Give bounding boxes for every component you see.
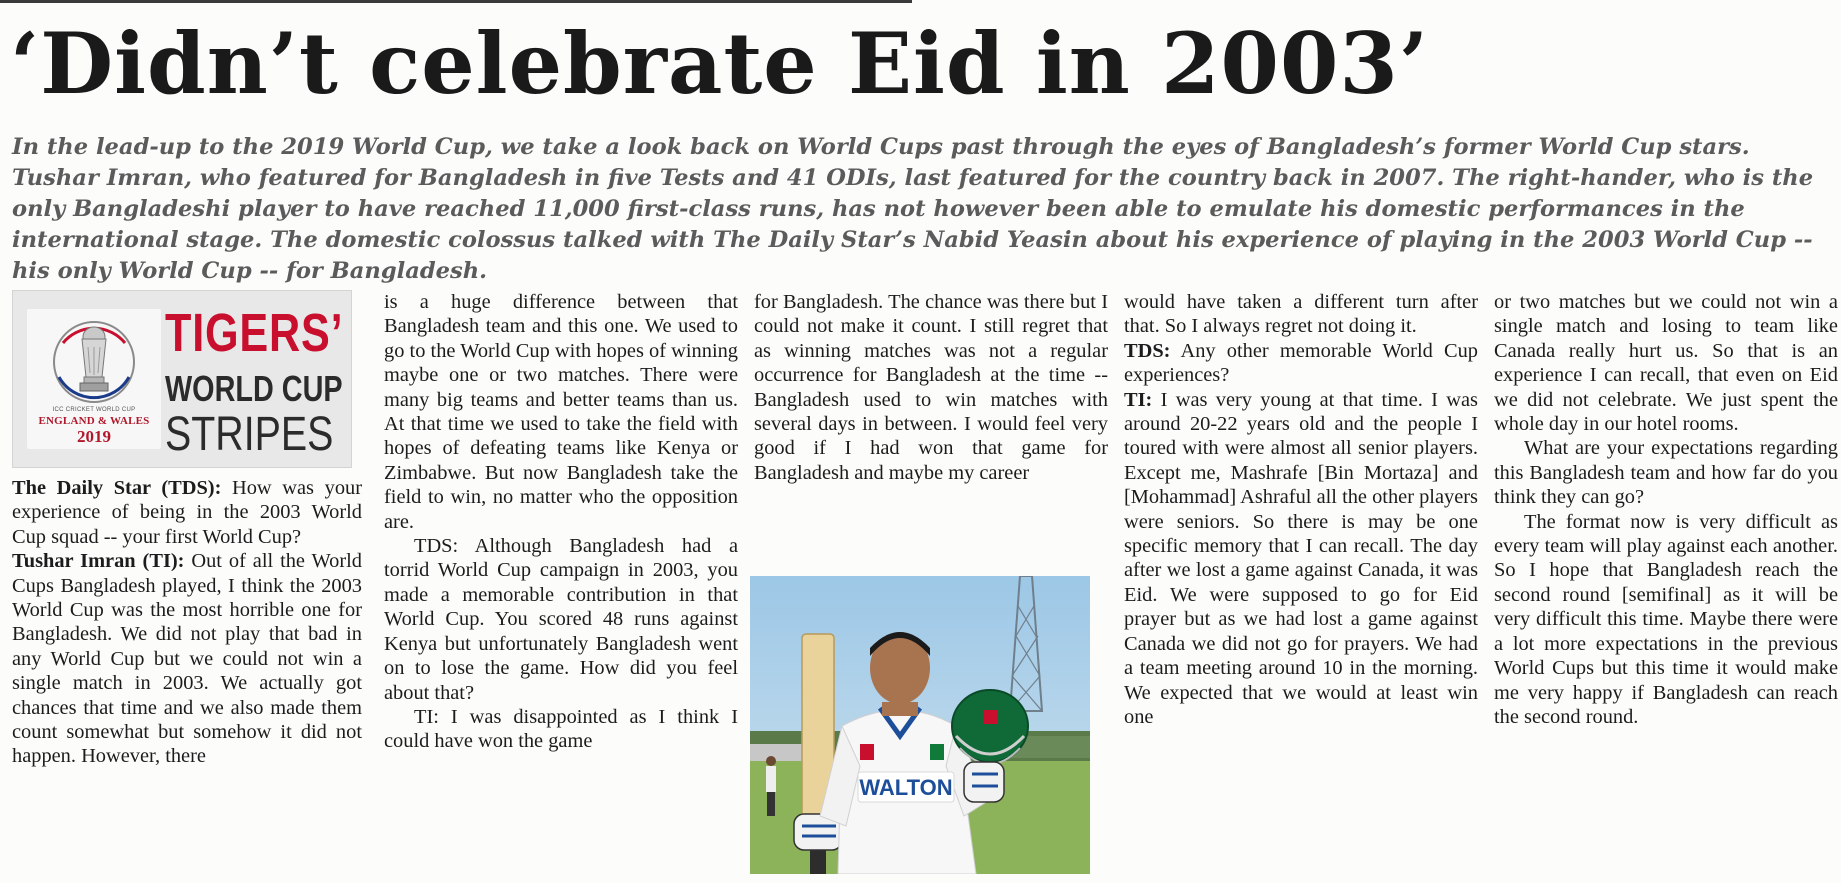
logo-year: 2019	[77, 427, 111, 446]
paragraph: The format now is very difficult as every team will play against each another. So I hope that Bangladesh reach the second round [semifinal] as it will be very difficult this time. Maybe there were a lot more expectations in the previous World Cups but this time it would make me very happy if Bangladesh can reach the second round.	[1494, 510, 1838, 728]
paragraph-text: How was your experience of being in the 2003 World Cup squad -- your first World Cup?	[12, 477, 362, 548]
paragraph	[12, 549, 362, 769]
paragraph: would have taken a different turn after that. So I always regret not doing it.	[1124, 291, 1478, 338]
standfirst: In the lead-up to the 2019 World Cup, we take a look back on World Cups past through the eyes of Bangladesh’s former World Cup stars. Tushar Imran, who featured for Bangladesh in five Tests and 41 ODIs, last featured for the country back in 2007. The right-hander, who is the only Bangladeshi player to have reached 11,000 first-class runs, has not however been able to emulate his domestic performances in the international stage. The domestic colossus talked with The Daily Star’s Nabid Yeasin about his experience of playing in the 2003 World Cup -- his only World Cup -- for Bangladesh.	[12, 134, 1814, 284]
paragraph: TI: I was disappointed as I think I could have won the game	[384, 705, 738, 753]
banner-subtitle: WORLD CUP	[165, 368, 343, 409]
speaker-label: TDS:	[1124, 339, 1171, 362]
paragraph	[1124, 339, 1478, 388]
banner-series: STRIPES	[165, 408, 334, 461]
cricketer-photo	[750, 576, 1090, 874]
paragraph: TDS: Although Bangladesh had a torrid World Cup campaign in 2003, you made a memorable contribution in that World Cup. You scored 48 runs against Kenya but unfortunately Bangladesh went on to lose the game. How did you feel about that?	[384, 535, 738, 704]
banner-title: TIGERS’	[165, 303, 344, 363]
column-5	[1494, 290, 1838, 729]
speaker-label: TI:	[1124, 388, 1153, 411]
speaker-label: Tushar Imran (TI):	[12, 550, 185, 573]
paragraph: is a huge difference between that Bangladesh team and this one. We used to go to the World Cup with hopes of winning maybe one or two matches. There were many big teams and better teams than us. At that time we used to take the field with hopes of defeating teams like Kenya or Zimbabwe. But now Bangladesh take the field to win, no matter who the opposition are.	[384, 291, 738, 533]
column-1	[12, 476, 362, 769]
sponsor-text: WALTON	[859, 775, 953, 800]
headline: ‘Didn’t celebrate Eid in 2003’	[10, 14, 1430, 113]
column-2	[384, 290, 738, 754]
paragraph: or two matches but we could not win a single match and losing to team like Canada really hurt us. So that is an experience I can recall, that even on Eid we did not celebrate. We just spent the whole day in our hotel rooms.	[1494, 291, 1838, 436]
column-3	[754, 290, 1108, 485]
paragraph	[12, 476, 362, 549]
speaker-label: The Daily Star (TDS):	[12, 477, 222, 499]
paragraph-text: Out of all the World Cups Bangladesh played, I think the 2003 World Cup was the most horrible one for Bangladesh. We did not play that bad in any World Cup but we could not win a single match in 2003. We actually got chances that time and we also made them count somewhat but somehow it did not happen. However, there	[12, 550, 362, 768]
logo-host: ENGLAND & WALES	[38, 415, 150, 427]
paragraph: for Bangladesh. The chance was there but I could not make it count. I still regret that as winning matches was not a regular occurrence for Bangladesh at the time -- Bangladesh used to win matches with several days in between. I would feel very good if I had won that game for Bangladesh and maybe my career	[754, 291, 1108, 484]
logo-caption: ICC CRICKET WORLD CUP	[52, 407, 136, 413]
photo-illustration	[750, 576, 1090, 874]
top-rule	[0, 0, 912, 3]
paragraph	[1124, 388, 1478, 730]
paragraph-text: I was very young at that time. I was around 20-22 years old and the people I toured with were almost all senior players. Except me, Mashrafe [Bin Mortaza] and [Mohammad] Ashraful all the other players were seniors. So there is may be one specific memory that I can recall. The day after we lost a game against Canada, it was Eid. We were supposed to go for Eid prayer but as we had lost a game against Canada we did not go for prayers. We had a team meeting around 10 in the morning. We expected that we would at least win one	[1124, 388, 1478, 728]
column-4	[1124, 290, 1478, 729]
paragraph-text: Any other memorable World Cup experiences?	[1124, 339, 1478, 387]
paragraph: What are your expectations regarding this Bangladesh team and how far do you think they can go?	[1494, 437, 1838, 509]
